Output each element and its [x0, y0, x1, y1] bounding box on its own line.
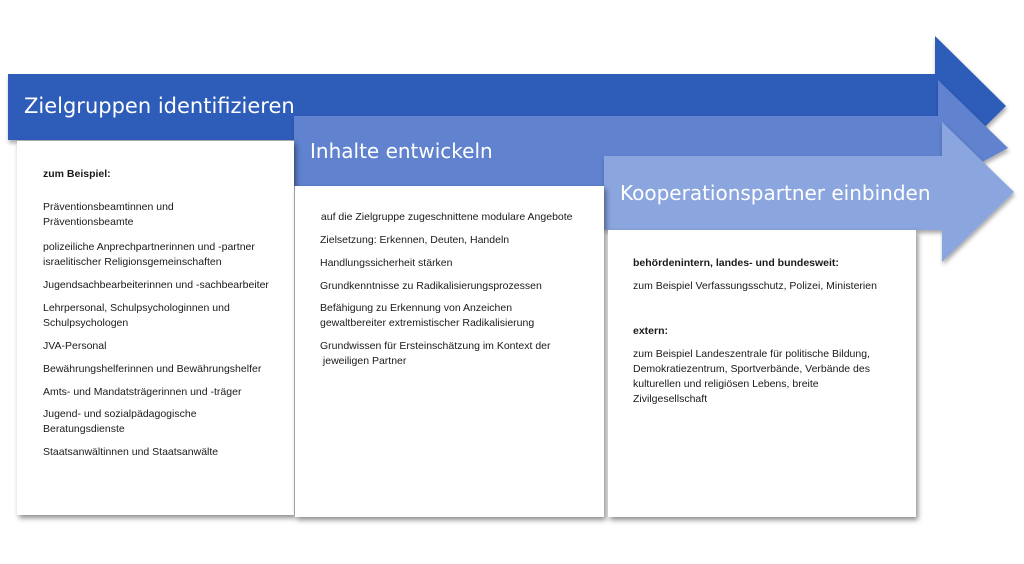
card3-heading-intern: behördenintern, landes- und bundesweit: [633, 257, 839, 269]
card1-item: Präventionsbeamtinnen und Präventionsbeamte [43, 201, 174, 228]
arrow-title-kooperation: Kooperationspartner einbinden [620, 181, 931, 205]
card1-heading: zum Beispiel: [43, 168, 111, 180]
card3-heading-extern: extern: [633, 325, 669, 337]
card2-item: Grundwissen für Ersteinschätzung im Kontext der jeweiligen Partner [320, 340, 551, 367]
card2-item: Grundkenntnisse zu Radikalisierungsprozessen [320, 280, 542, 292]
card1-item: polizeiliche Anprechpartnerinnen und -partner israelitischer Religionsgemeinschaften [43, 241, 255, 268]
card2-item: Befähigung zu Erkennung von Anzeichen gewaltbereiter extremistischer Radikalisierung [320, 302, 535, 329]
card1-item: Jugendsachbearbeiterinnen und -sachbearbeiter [43, 279, 269, 291]
card1-item: Bewährungshelferinnen und Bewährungshelfer [43, 363, 262, 375]
card1-item: JVA-Personal [43, 340, 107, 352]
card1-item: Lehrpersonal, Schulpsychologinnen und Schulpsychologen [43, 302, 230, 329]
card1-item: Staatsanwältinnen und Staatsanwälte [43, 446, 219, 458]
card-inhalte [295, 186, 604, 517]
card3-text-intern: zum Beispiel Verfassungsschutz, Polizei, Ministerien [633, 280, 877, 292]
arrow-title-zielgruppen: Zielgruppen identifizieren [24, 94, 295, 118]
card3-text-extern: zum Beispiel Landeszentrale für politische Bildung, Demokratiezentrum, Sportverbände, Verbände des kulturellen und religiösen Lebens, breite Zivilgesellschaft [633, 348, 870, 405]
card2-item: Handlungssicherheit stärken [320, 257, 453, 269]
arrow-title-inhalte: Inhalte entwickeln [310, 139, 493, 163]
card-kooperation [608, 230, 916, 517]
card2-item: auf die Zielgruppe zugeschnittene modulare Angebote [318, 211, 573, 223]
card-zielgruppen [17, 141, 294, 515]
card2-item: Zielsetzung: Erkennen, Deuten, Handeln [320, 234, 510, 246]
card1-item: Amts- und Mandatsträgerinnen und -träger [43, 386, 242, 398]
card1-item: Jugend- und sozialpädagogische Beratungsdienste [43, 408, 197, 435]
